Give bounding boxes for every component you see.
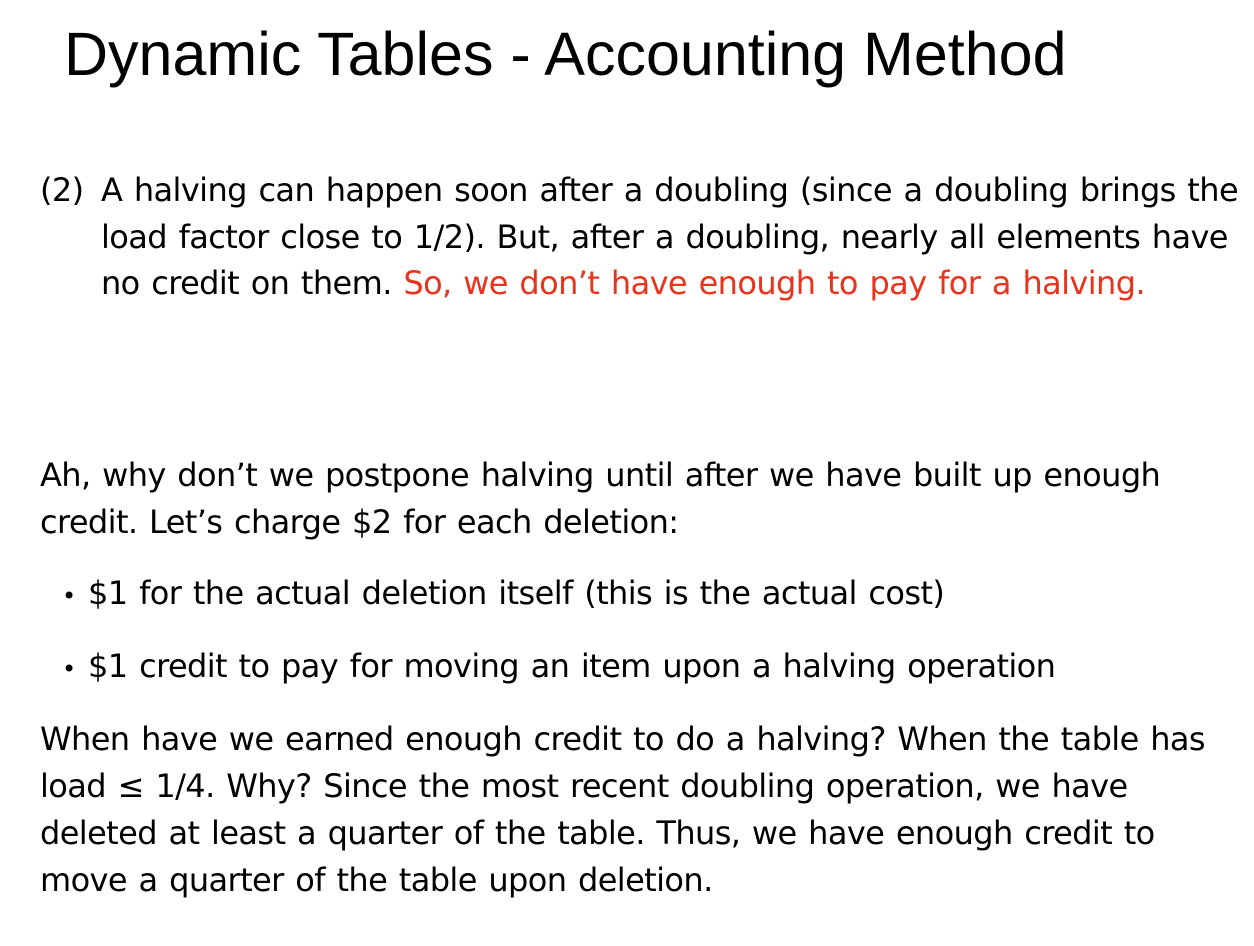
bullet-item <box>62 646 1232 689</box>
paragraph-earned-credit-end: 1/4. Why? Since the most recent doubling operation, we have deleted at least a quarter of the table. Thus, we have enough credit to move a quarter of the table upon deletion. <box>40 767 1155 899</box>
paragraph-earned-credit-start: When have we earned enough credit to do a halving? When the table has load <box>40 720 1206 805</box>
bullet-dot-icon: • <box>62 655 76 683</box>
bullet-text: $1 credit to pay for moving an item upon a halving operation <box>88 647 1056 685</box>
slide-title: Dynamic Tables - Accounting Method <box>64 20 1067 88</box>
paragraph-postpone-halving: Ah, why don’t we postpone halving until after we have built up enough credit. Let’s charge $2 for each deletion: <box>40 456 1161 541</box>
point-2-text <box>101 167 1240 307</box>
bullet-text: $1 for the actual deletion itself (this is the actual cost) <box>88 574 945 612</box>
paragraph-earned-credit <box>40 716 1240 904</box>
point-2-highlight: So, we don’t have enough to pay for a halving. <box>403 264 1146 302</box>
less-or-equal-symbol: ≤ <box>117 767 144 805</box>
point-2-text-main: A halving can happen soon after a doubling (since a doubling brings the load factor close to 1/2). But, after a doubling, nearly all elements have no credit on them. <box>101 171 1239 302</box>
bullet-dot-icon: • <box>62 582 76 610</box>
point-2 <box>40 167 1240 307</box>
point-2-label: (2) <box>40 171 84 209</box>
bullet-item <box>62 573 1232 616</box>
